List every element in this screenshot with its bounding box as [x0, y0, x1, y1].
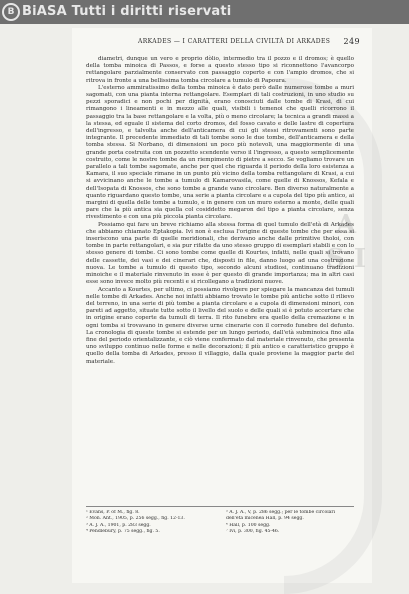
paragraph: L'esterno ammiratissimo della tomba minoica è dato però dalle numerose tombe a muri sagomati, con una pianta interna rettangolare. Esemplari di tali costruzioni, in uno studio su pezzi sporadici e non pochi per dignità, erano conosciuti dalle tombe di Krasi, di cui rimangono i lineamenti e in mezzo alle quali, visibili i temenoi che quelli ricorrono il passaggio tra la base rettangolare e la volta, più o meno circolare; la tecnica a grandi massi a la stessa, ed eguale il sistema del corto dromos, del fosso cavato e delle lastre di copertura dell'ingresso, e talvolta anche dell'anticamera di cui gli stessi ritrovamenti sono parte integrante. Il precedente immediato di tali tombe sono le due tombe, dell'anticamera e della tomba stessa. Si Norbano, di dimensioni un poco più notevoli, una maggiormente di una grande porta costruita con un pozzetto scendente verso il l'ingresso, a questo semplicemente costruito, come le nostre tombe da un riempimento di pietre a secco. Se vogliamo trovare un parallelo a tali tombe sagomate, anche per quel che riguarda il periodo della loro esistenza a Kamara, il suo speciale rimane in un punto più vicino della tomba rettangolare di Krasi, a cui si avvicinano anche le tombe a tumulo di Kamarovasila, come quelle di Knossos, Kefala e dell'Isopata di Knossos, che sono tombe a grande vano circolare. Ben diverso naturalmente a quanto riguardano questo tombe, una serie a pianta circolare e a cupola del tipo più antico, ai margini di quella delle tombe a tumulo, e in genere con un muro esterno a monte, delle quali pare che la più antica sia quella col cosiddetto megaron del tipo a pianta circolare, senza rivestimento e con una più piccola pianta circolare.	[86, 84, 354, 221]
biasa-logo-icon: B	[2, 3, 20, 21]
footnotes-left	[86, 510, 216, 536]
banner-text: BiASA Tutti i diritti riservati	[22, 4, 232, 19]
footnote: ² Mon. Ant., 1905, p. 256 segg., fig. 12-13.	[86, 516, 185, 522]
running-head	[130, 38, 360, 50]
document-page	[72, 28, 372, 583]
body-text	[86, 56, 354, 366]
footnote: ⁶ Hall, p. 100 segg.	[226, 522, 271, 528]
watermark-banner	[0, 0, 409, 24]
footnote: ¹ Evans, P. of M., fig. 8.	[86, 510, 140, 515]
footnote: ⁵ A. J. A., V, p. 286 segg.; per le tombe circolari	[226, 510, 336, 515]
footnote: dell'età micenea Hall, p. 94 segg.	[226, 516, 304, 522]
footnote: ⁴ Pendlebury, p. 75 segg., fig. 5.	[86, 529, 160, 535]
footnotes-right	[226, 510, 356, 536]
footnotes	[86, 506, 354, 535]
paragraph: diametri, dunque un vero e proprio dòlio, intermedio tra il pozzo e il dromos; è quello della tomba minoica di Passos, e forse a questo stesso tipo si riconnettono l'avancorpo rettangolare parzialmente conservato con passaggio coperto e con l'ampio dromos, che si ritrova in fronte a una bellissima tomba circolare a tumulo di Papoura.	[86, 56, 354, 84]
footnote: ⁷ Ivi, p. 300, fig. 45-46.	[226, 529, 280, 535]
page-number: 249	[343, 37, 360, 46]
footnote: ³ A. J. A., 1901, p. 283 segg.	[86, 522, 151, 528]
paragraph: Accanto a Kourtes, per ultimo, ci possiamo rivolgere per spiegare la mancanza dei tumuli nelle tombe di Arkades. Anche noi infatti abbiamo trovato le tombe più antiche sotto il rilievo del terreno, in una serie di più tombe a pianta circolare e a cupola di dimensioni minori, con pareti ad aggetto, situate tutte sotto il livello del suolo e delle quali si è potuto accertare che in origine erano coperte da tumuli di terra. Il rito funebre era quello della cremazione e in ogni tomba si trovavano in genere diverse urne cinerarie con il corredo funebre del defunto. La cronologia di queste tombe si estende per un lungo periodo, dall'età subminoica fino alla fine del periodo orientalizzante, e ciò viene confermato dal materiale rinvenuto, che presenta uno sviluppo continuo nelle forme e nelle decorazioni; il più antico e caratteristico gruppo è quello della tomba di Arkades, presso il villaggio, dalla quale proviene la maggior parte del materiale.	[86, 286, 354, 365]
watermark-letters: A S I	[326, 210, 366, 274]
running-head-title: ARKADES — I CARATTERI DELLA CIVILTÀ DI ARKADES	[138, 38, 331, 45]
paragraph: Possiamo qui fare un breve richiamo alla stessa forma di quel tumulo dell'età di Arkades che abbiamo chiamato Eptakopia. Ivi non è esclusa l'origine di queste tombe che per essa si inseriscono una parte di quelle meridionali, che derivano anche dalle primitive tholoi, con tombe in parte rettangolari, e sia pur rifatte da uno stesso gruppo di esemplari stabili e con lo stesso genere di tombe. Ci sono tombe come quelle di Kourtes, infatti, nelle quali si trovano delle cassette, dei vasi e dei cinerari che, disposti in file, danno luogo ad una costruzione nuova. Le tombe a tumulo di questo tipo, secondo alcuni studiosi, continuano tradizioni minoiche e il materiale rinvenuto in esse è per questo di grande importanza; ma in altri casi esse sono invece molto più recenti e si ricollegano a tradizioni nuove.	[86, 221, 354, 286]
